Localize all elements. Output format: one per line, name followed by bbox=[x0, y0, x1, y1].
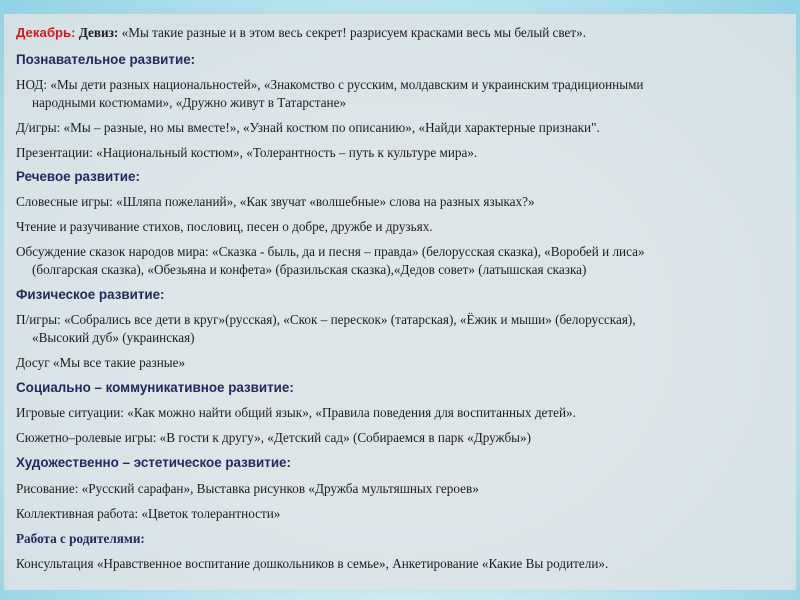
parents-consult: Консультация «Нравственное воспитание дошкольников в семье», Анкетирование «Какие Вы родители». bbox=[16, 556, 609, 571]
speech-heading: Речевое развитие: bbox=[16, 169, 140, 184]
speech-reading: Чтение и разучивание стихов, пословиц, песен о добре, дружбе и друзьях. bbox=[16, 219, 433, 234]
speech-tales-line1: Обсуждение сказок народов мира: «Сказка - быль, да и песня – правда» (белорусская сказка), «Воробей и лиса» bbox=[16, 244, 645, 259]
cognitive-presentations: Презентации: «Национальный костюм», «Толерантность – путь к культуре мира». bbox=[16, 145, 478, 160]
social-heading: Социально – коммуникативное развитие: bbox=[16, 380, 294, 395]
cognitive-heading: Познавательное развитие: bbox=[16, 52, 196, 67]
cognitive-nod-line2: народными костюмами», «Дружно живут в Татарстане» bbox=[32, 95, 347, 110]
cognitive-games: Д/игры: «Мы – разные, но мы вместе!», «Узнай костюм по описанию», «Найди характерные признаки". bbox=[16, 120, 600, 135]
title-line bbox=[16, 24, 788, 42]
social-role-games: Сюжетно–ролевые игры: «В гости к другу», «Детский сад» (Собираемся в парк «Дружбы») bbox=[16, 430, 532, 445]
physical-heading: Физическое развитие: bbox=[16, 287, 165, 302]
content-card bbox=[4, 14, 796, 590]
artistic-drawing: Рисование: «Русский сарафан», Выставка рисунков «Дружба мультяшных героев» bbox=[16, 481, 479, 496]
physical-leisure: Досуг «Мы все такие разные» bbox=[16, 355, 186, 370]
physical-games-line1: П/игры: «Собрались все дети в круг»(русская), «Скок – перескок» (татарская), «Ёжик и мыши» (белорусская), bbox=[16, 312, 636, 327]
artistic-heading: Художественно – эстетическое развитие: bbox=[16, 455, 291, 470]
motto-text: «Мы такие разные и в этом весь секрет! разрисуем красками весь мы белый свет». bbox=[121, 25, 587, 40]
speech-word-games: Словесные игры: «Шляпа пожеланий», «Как звучат «волшебные» слова на разных языках?» bbox=[16, 194, 535, 209]
month-label: Декабрь: bbox=[16, 25, 76, 40]
social-situations: Игровые ситуации: «Как можно найти общий язык», «Правила поведения для воспитанных детей». bbox=[16, 405, 576, 420]
parents-heading: Работа с родителями: bbox=[16, 531, 145, 546]
speech-tales-line2: (болгарская сказка), «Обезьяна и конфета» (бразильская сказка),«Дедов совет» (латышская сказка) bbox=[32, 262, 587, 277]
physical-games-line2: «Высокий дуб» (украинская) bbox=[32, 330, 195, 345]
cognitive-nod-line1: НОД: «Мы дети разных национальностей», «Знакомство с русским, молдавским и украинским традиционными bbox=[16, 77, 644, 92]
motto-label: Девиз: bbox=[78, 25, 119, 40]
artistic-collective: Коллективная работа: «Цветок толерантности» bbox=[16, 506, 281, 521]
